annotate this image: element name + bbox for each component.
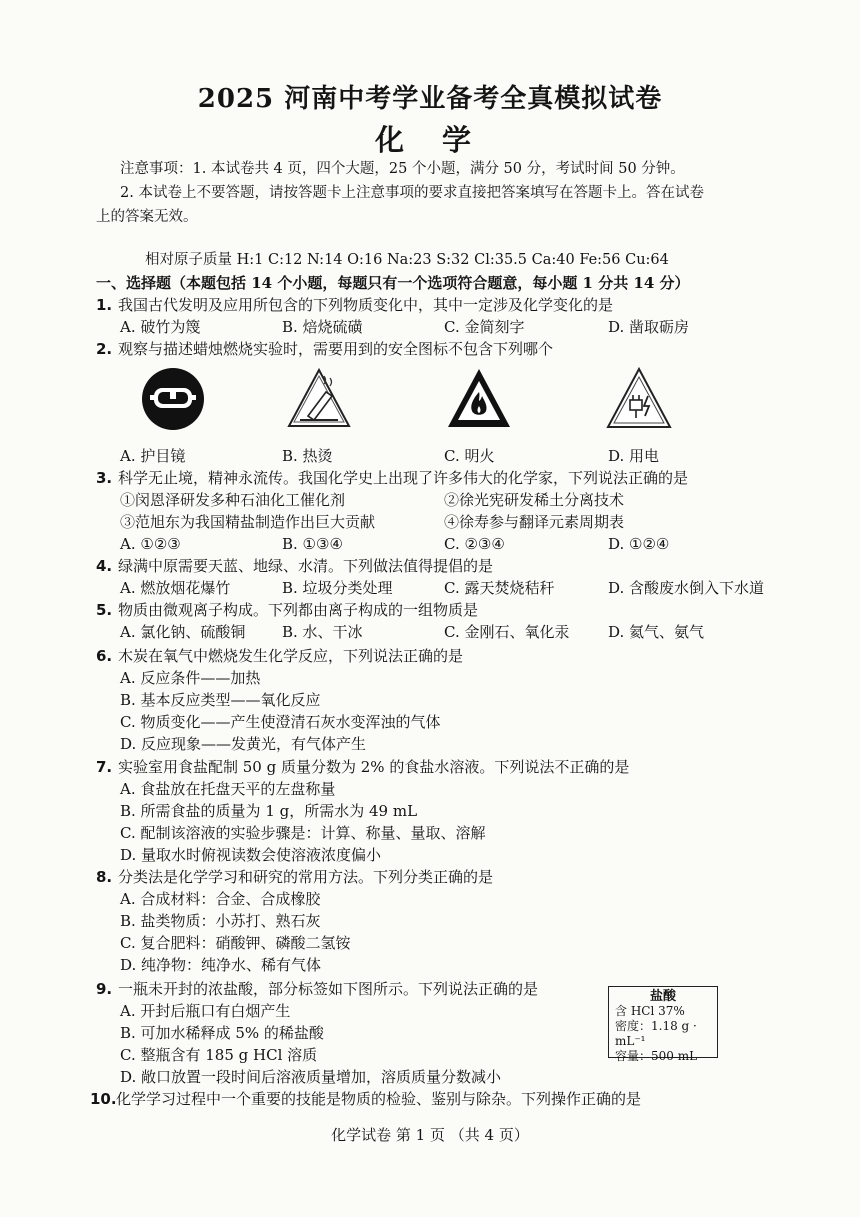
question-number: 1.	[96, 296, 113, 314]
notice-line-1: 注意事项：1. 本试卷共 4 页，四个大题，25 个小题，满分 50 分，考试时间 50 分钟。	[120, 161, 685, 177]
q2-option-d: D. 用电	[608, 447, 660, 465]
label-content: 含 HCl 37%	[615, 1004, 685, 1018]
q5-option-a: A. 氯化钠、硫酸铜	[120, 623, 246, 641]
q8-option-a: A. 合成材料：合金、合成橡胶	[120, 890, 321, 908]
q1-option-c: C. 金简刻字	[444, 318, 525, 336]
q9-option-a: A. 开封后瓶口有白烟产生	[120, 1002, 291, 1020]
question-5	[96, 599, 478, 621]
exam-subject: 化 学	[374, 123, 486, 157]
q3-statement-3: ③范旭东为我国精盐制造作出巨大贡献	[120, 513, 376, 531]
q3-option-c: C. ②③④	[444, 535, 505, 553]
notice-line-2: 2. 本试卷上不要答题，请按答题卡上注意事项的要求直接把答案填写在答题卡上。答在试卷	[120, 185, 704, 201]
question-stem: 一瓶未开封的浓盐酸，部分标签如下图所示。下列说法正确的是	[118, 980, 539, 998]
question-number: 2.	[96, 340, 113, 358]
q8-option-b: B. 盐类物质：小苏打、熟石灰	[120, 912, 321, 930]
q4-option-a: A. 燃放烟花爆竹	[120, 579, 231, 597]
goggles-icon	[140, 366, 206, 432]
notice-line-3: 上的答案无效。	[96, 209, 198, 225]
label-title: 盐酸	[649, 989, 676, 1004]
page-footer: 化学试卷 第 1 页 （共 4 页）	[331, 1126, 529, 1144]
q5-option-b: B. 水、干冰	[282, 623, 363, 641]
q1-option-b: B. 焙烧硫磺	[282, 318, 363, 336]
q9-option-c: C. 整瓶含有 185 g HCl 溶质	[120, 1046, 318, 1064]
q5-option-c: C. 金刚石、氧化汞	[444, 623, 570, 641]
q4-option-c: C. 露天焚烧秸秆	[444, 579, 555, 597]
question-number: 6.	[96, 647, 113, 665]
question-number: 3.	[96, 469, 113, 487]
q2-option-b: B. 热烫	[282, 447, 333, 465]
question-stem: 化学学习过程中一个重要的技能是物质的检验、鉴别与除杂。下列操作正确的是	[116, 1090, 642, 1108]
question-number: 9.	[96, 980, 113, 998]
q7-option-d: D. 量取水时俯视读数会使溶液浓度偏小	[120, 846, 382, 864]
question-4	[96, 555, 493, 577]
question-stem: 观察与描述蜡烛燃烧实验时，需要用到的安全图标不包含下列哪个	[118, 340, 554, 358]
label-volume: 容量：500 mL	[615, 1049, 698, 1063]
question-number: 8.	[96, 868, 113, 886]
question-stem: 分类法是化学学习和研究的常用方法。下列分类正确的是	[118, 868, 494, 886]
q4-option-d: D. 含酸废水倒入下水道	[608, 579, 765, 597]
q6-option-a: A. 反应条件——加热	[120, 669, 261, 687]
question-10	[90, 1088, 641, 1110]
hot-surface-icon	[286, 366, 352, 432]
question-number: 7.	[96, 758, 113, 776]
question-9	[96, 978, 538, 1000]
question-stem: 我国古代发明及应用所包含的下列物质变化中，其中一定涉及化学变化的是	[118, 296, 614, 314]
exam-title: 2025 河南中考学业备考全真模拟试卷	[197, 84, 663, 114]
q7-option-b: B. 所需食盐的质量为 1 g，所需水为 49 mL	[120, 802, 418, 820]
q3-option-d: D. ①②④	[608, 535, 670, 553]
q5-option-d: D. 氦气、氨气	[608, 623, 705, 641]
section-1-heading: 一、选择题（本题包括 14 个小题，每题只有一个选项符合题意，每小题 1 分共 14 分）	[96, 274, 690, 292]
question-number: 4.	[96, 557, 113, 575]
q3-statement-4: ④徐寿参与翻译元素周期表	[444, 513, 625, 531]
question-stem: 绿满中原需要天蓝、地绿、水清。下列做法值得提倡的是	[118, 557, 494, 575]
q8-option-d: D. 纯净物：纯净水、稀有气体	[120, 956, 322, 974]
q6-option-d: D. 反应现象——发黄光，有气体产生	[120, 735, 367, 753]
q7-option-c: C. 配制该溶液的实验步骤是：计算、称量、量取、溶解	[120, 824, 486, 842]
question-stem: 木炭在氧气中燃烧发生化学反应，下列说法正确的是	[118, 647, 464, 665]
question-number: 10.	[90, 1090, 117, 1108]
q3-option-a: A. ①②③	[120, 535, 181, 553]
atomic-masses: 相对原子质量 H:1 C:12 N:14 O:16 Na:23 S:32 Cl:35.5 Ca:40 Fe:56 Cu:64	[145, 252, 669, 268]
electricity-icon	[606, 366, 672, 432]
question-2	[96, 338, 553, 360]
q3-option-b: B. ①③④	[282, 535, 343, 553]
q2-option-c: C. 明火	[444, 447, 495, 465]
question-stem: 物质由微观离子构成。下列都由离子构成的一组物质是	[118, 601, 479, 619]
q1-option-a: A. 破竹为篾	[120, 318, 201, 336]
q9-option-d: D. 敞口放置一段时间后溶液质量增加，溶质质量分数减小	[120, 1068, 502, 1086]
question-1	[96, 294, 613, 316]
question-3	[96, 467, 688, 489]
q3-statement-2: ②徐光宪研发稀土分离技术	[444, 491, 625, 509]
open-flame-icon	[446, 366, 512, 432]
q2-option-a: A. 护目镜	[120, 447, 186, 465]
question-number: 5.	[96, 601, 113, 619]
label-density: 密度：1.18 g · mL⁻¹	[615, 1019, 697, 1048]
question-6	[96, 645, 463, 667]
question-8	[96, 866, 493, 888]
q6-option-c: C. 物质变化——产生使澄清石灰水变浑浊的气体	[120, 713, 441, 731]
q4-option-b: B. 垃圾分类处理	[282, 579, 393, 597]
q7-option-a: A. 食盐放在托盘天平的左盘称量	[120, 780, 336, 798]
q9-option-b: B. 可加水稀释成 5% 的稀盐酸	[120, 1024, 324, 1042]
q3-statement-1: ①闵恩泽研发多种石油化工催化剂	[120, 491, 346, 509]
hydrochloric-acid-label	[608, 986, 718, 1063]
q6-option-b: B. 基本反应类型——氧化反应	[120, 691, 321, 709]
question-7	[96, 756, 629, 778]
question-stem: 科学无止境，精神永流传。我国化学史上出现了许多伟大的化学家，下列说法正确的是	[118, 469, 689, 487]
q8-option-c: C. 复合肥料：硝酸钾、磷酸二氢铵	[120, 934, 351, 952]
question-stem: 实验室用食盐配制 50 g 质量分数为 2% 的食盐水溶液。下列说法不正确的是	[118, 758, 630, 776]
q1-option-d: D. 凿取砺房	[608, 318, 690, 336]
